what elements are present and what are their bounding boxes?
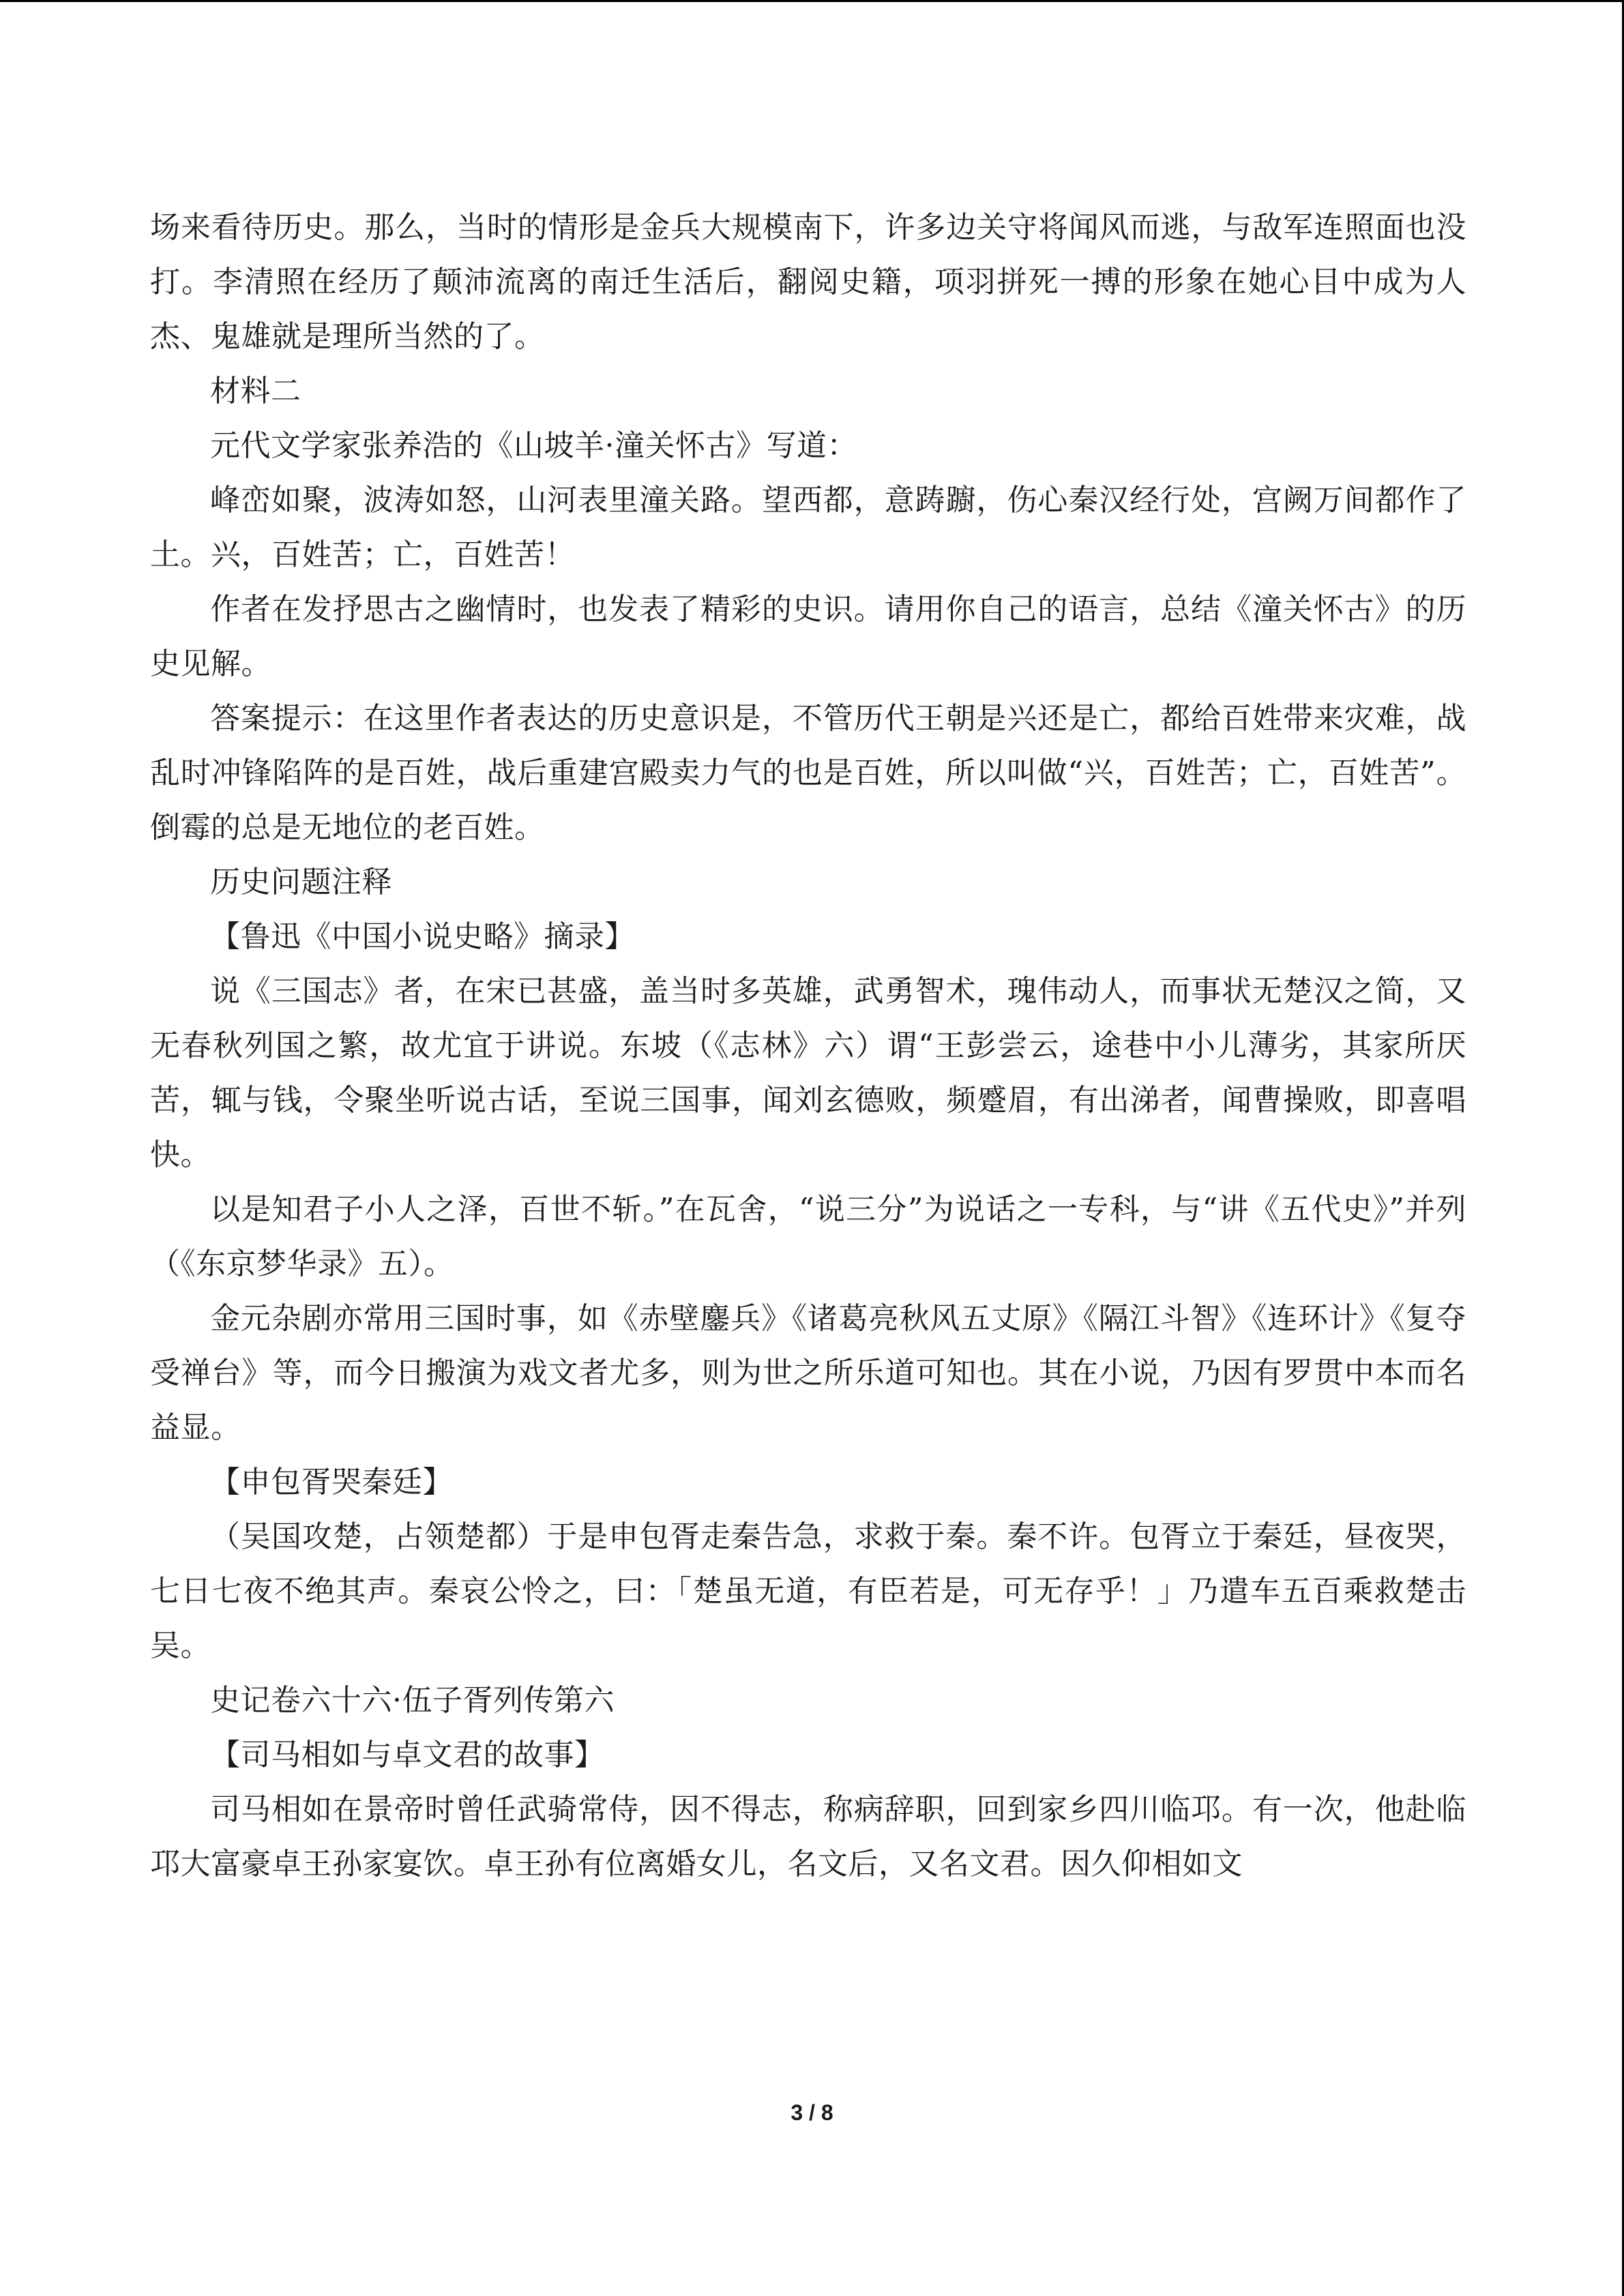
luxun-excerpt-paragraph-2: 以是知君子小人之泽，百世不斩。”在瓦舍，“说三分”为说话之一专科，与“讲《五代史》”并列（《东京梦华录》五）。 bbox=[150, 1192, 1466, 1281]
page-number: 3 / 8 bbox=[791, 2100, 833, 2125]
sima-xiangru-heading: 【司马相如与卓文君的故事】 bbox=[210, 1738, 605, 1772]
document-body bbox=[150, 200, 1466, 1892]
notes-heading: 历史问题注释 bbox=[210, 865, 392, 899]
luxun-excerpt-paragraph-3: 金元杂剧亦常用三国时事，如《赤壁鏖兵》《诸葛亮秋风五丈原》《隔江斗智》《连环计》《复夺受禅台》等，而今日搬演为戏文者尤多，则为世之所乐道可知也。其在小说，乃因有罗贯中本而名益显。 bbox=[150, 1301, 1466, 1445]
answer-hint: 答案提示：在这里作者表达的历史意识是，不管历代王朝是兴还是亡，都给百姓带来灾难，战乱时冲锋陷阵的是百姓，战后重建宫殿卖力气的也是百姓，所以叫做“兴，百姓苦；亡，百姓苦”。倒霉的总是无地位的老百姓。 bbox=[150, 701, 1466, 845]
sima-xiangru-paragraph: 司马相如在景帝时曾任武骑常侍，因不得志，称病辞职，回到家乡四川临邛。有一次，他赴临邛大富豪卓王孙家宴饮。卓王孙有位离婚女儿，名文后，又名文君。因久仰相如文 bbox=[150, 1792, 1466, 1881]
luxun-excerpt-heading: 【鲁迅《中国小说史略》摘录】 bbox=[210, 919, 635, 954]
page-border-top bbox=[0, 0, 1624, 2]
shiji-source: 史记卷六十六·伍子胥列传第六 bbox=[210, 1683, 615, 1718]
shenbaoxu-paragraph: （吴国攻楚，占领楚都）于是申包胥走秦告急，求救于秦。秦不许。包胥立于秦廷，昼夜哭，七日七夜不绝其声。秦哀公怜之，曰：「楚虽无道，有臣若是，可无存乎！」乃遣车五百乘救楚击吴。 bbox=[150, 1519, 1466, 1663]
luxun-excerpt-paragraph-1: 说《三国志》者，在宋已甚盛，盖当时多英雄，武勇智术，瑰伟动人，而事状无楚汉之简，又无春秋列国之繁，故尤宜于讲说。东坡（《志林》六）谓“王彭尝云，途巷中小儿薄劣，其家所厌苦，辄与钱，令聚坐听说古话，至说三国事，闻刘玄德败，频蹙眉，有出涕者，闻曹操败，即喜唱快。 bbox=[150, 974, 1466, 1172]
poem-intro: 元代文学家张养浩的《山坡羊·潼关怀古》写道： bbox=[210, 428, 857, 463]
question-paragraph: 作者在发抒思古之幽情时，也发表了精彩的史识。请用你自己的语言，总结《潼关怀古》的历史见解。 bbox=[150, 592, 1466, 681]
material-two-heading: 材料二 bbox=[210, 374, 301, 408]
poem-text: 峰峦如聚，波涛如怒，山河表里潼关路。望西都，意踌躕，伤心秦汉经行处，宫阙万间都作了土。兴，百姓苦；亡，百姓苦！ bbox=[150, 483, 1466, 572]
shenbaoxu-heading: 【申包胥哭秦廷】 bbox=[210, 1465, 453, 1500]
paragraph-continued: 场来看待历史。那么，当时的情形是金兵大规模南下，许多边关守将闻风而逃，与敌军连照面也没打。李清照在经历了颠沛流离的南迁生活后，翻阅史籍，项羽拼死一搏的形象在她心目中成为人杰、鬼雄就是理所当然的了。 bbox=[150, 210, 1466, 354]
